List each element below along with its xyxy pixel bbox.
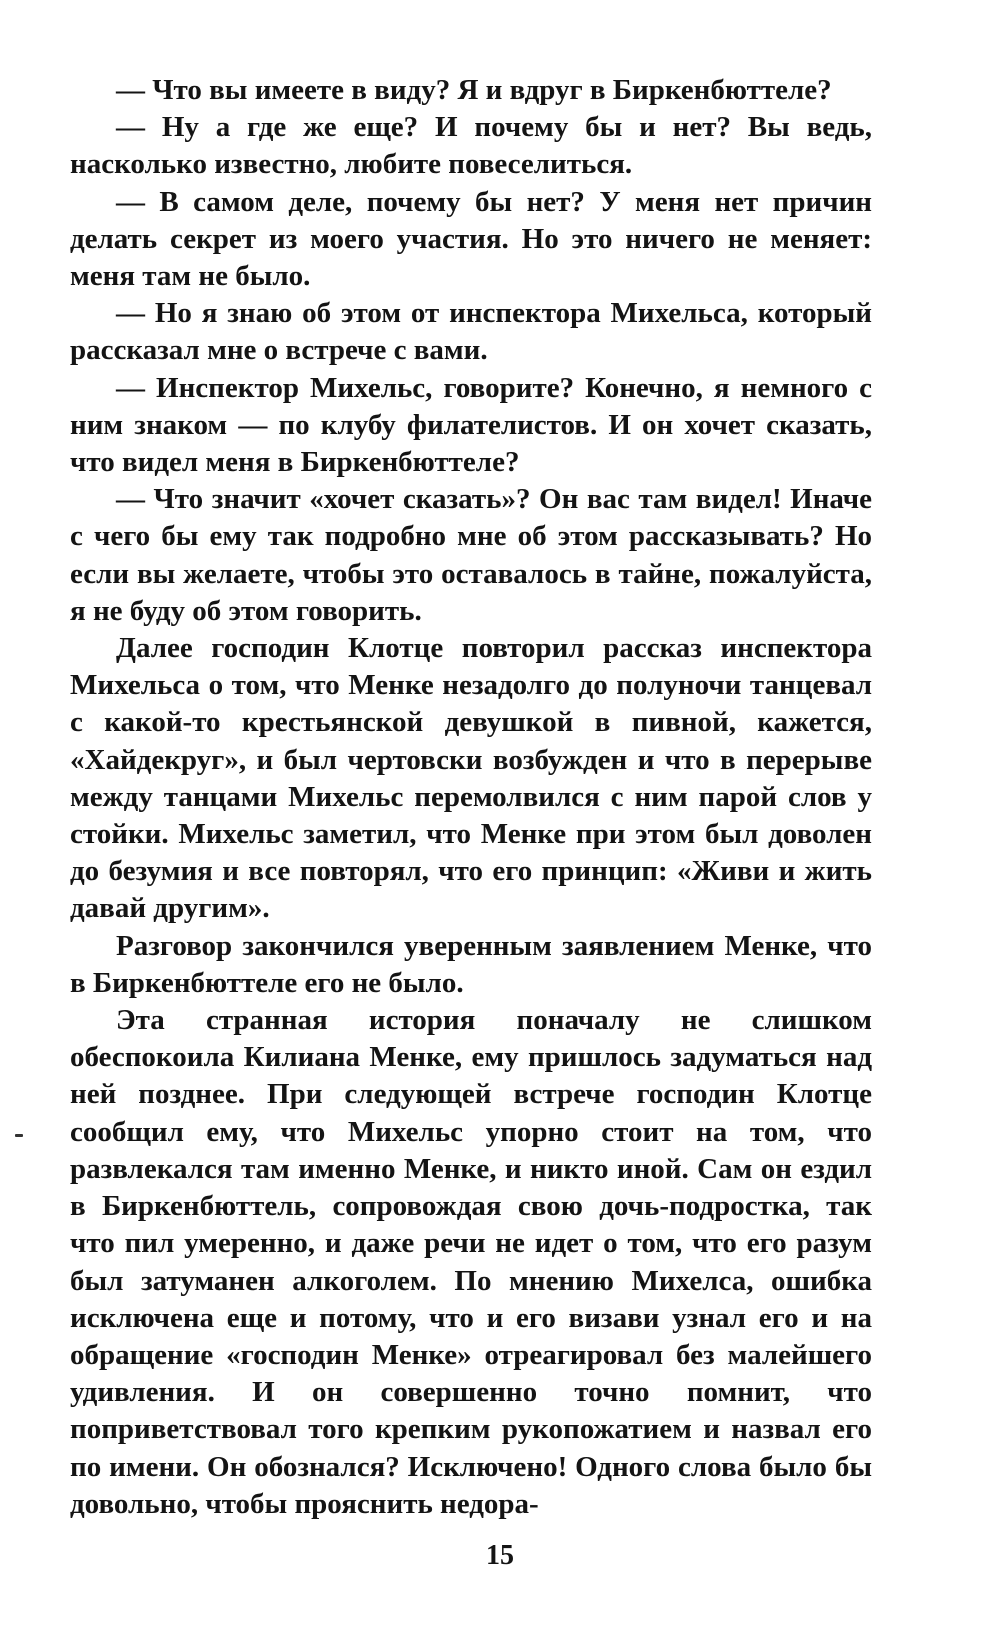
page-body	[70, 72, 872, 1523]
margin-mark	[15, 1134, 23, 1137]
paragraph: Разговор закончился уверенным заявлением Менке, что в Биркенбюттеле его не было.	[70, 929, 872, 999]
paragraph: Эта странная история поначалу не слишком обеспокоила Килиана Менке, ему пришлось задуматься над ней позднее. При следующей встрече господин Клотце сообщил ему, что Михельс упорно стоит на том, что развлекался там именно Менке, и никто иной. Сам он ездил в Биркенбюттель, сопровождая свою дочь-подростка, так что пил умеренно, и даже речи не идет о том, что его разум был затуманен алкоголем. По мнению Михелса, ошибка исключена еще и потому, что и его визави узнал его и на обращение «господин Менке» отреагировал без малейшего удивления. И он совершенно точно помнит, что поприветствовал того крепким рукопожатием и назвал его по имени. Он обознался? Исключено! Одного слова было бы довольно, чтобы прояснить недора-	[70, 1004, 872, 1520]
paragraph: — Инспектор Михельс, говорите? Конечно, я немного с ним знаком — по клубу филателистов. И он хочет сказать, что видел меня в Биркенбюттеле?	[70, 371, 872, 479]
paragraph: — Ну а где же еще? И почему бы и нет? Вы ведь, насколько известно, любите повеселиться.	[70, 111, 872, 181]
paragraph: Далее господин Клотце повторил рассказ инспектора Михельса о том, что Менке незадолго до полуночи танцевал с какой-то крестьянской девушкой в пивной, кажется, «Хайдекруг», и был чертовски возбужден и что в перерыве между танцами Михельс перемолвился с ним парой слов у стойки. Михельс заметил, что Менке при этом был доволен до безумия и все повторял, что его принцип: «Живи и жить давай другим».	[70, 632, 872, 925]
paragraph: — Что значит «хочет сказать»? Он вас там видел! Иначе с чего бы ему так подробно мне об этом рассказывать? Но если вы желаете, чтобы это оставалось в тайне, пожалуйста, я не буду об этом говорить.	[70, 483, 872, 627]
paragraph: — Но я знаю об этом от инспектора Михельса, который рассказал мне о встрече с вами.	[70, 297, 872, 367]
paragraph: — Что вы имеете в виду? Я и вдруг в Биркенбюттеле?	[116, 74, 832, 106]
page-number: 15	[486, 1540, 514, 1571]
paragraph: — В самом деле, почему бы нет? У меня нет причин делать секрет из моего участия. Но это ничего не меняет: меня там не было.	[70, 185, 872, 293]
